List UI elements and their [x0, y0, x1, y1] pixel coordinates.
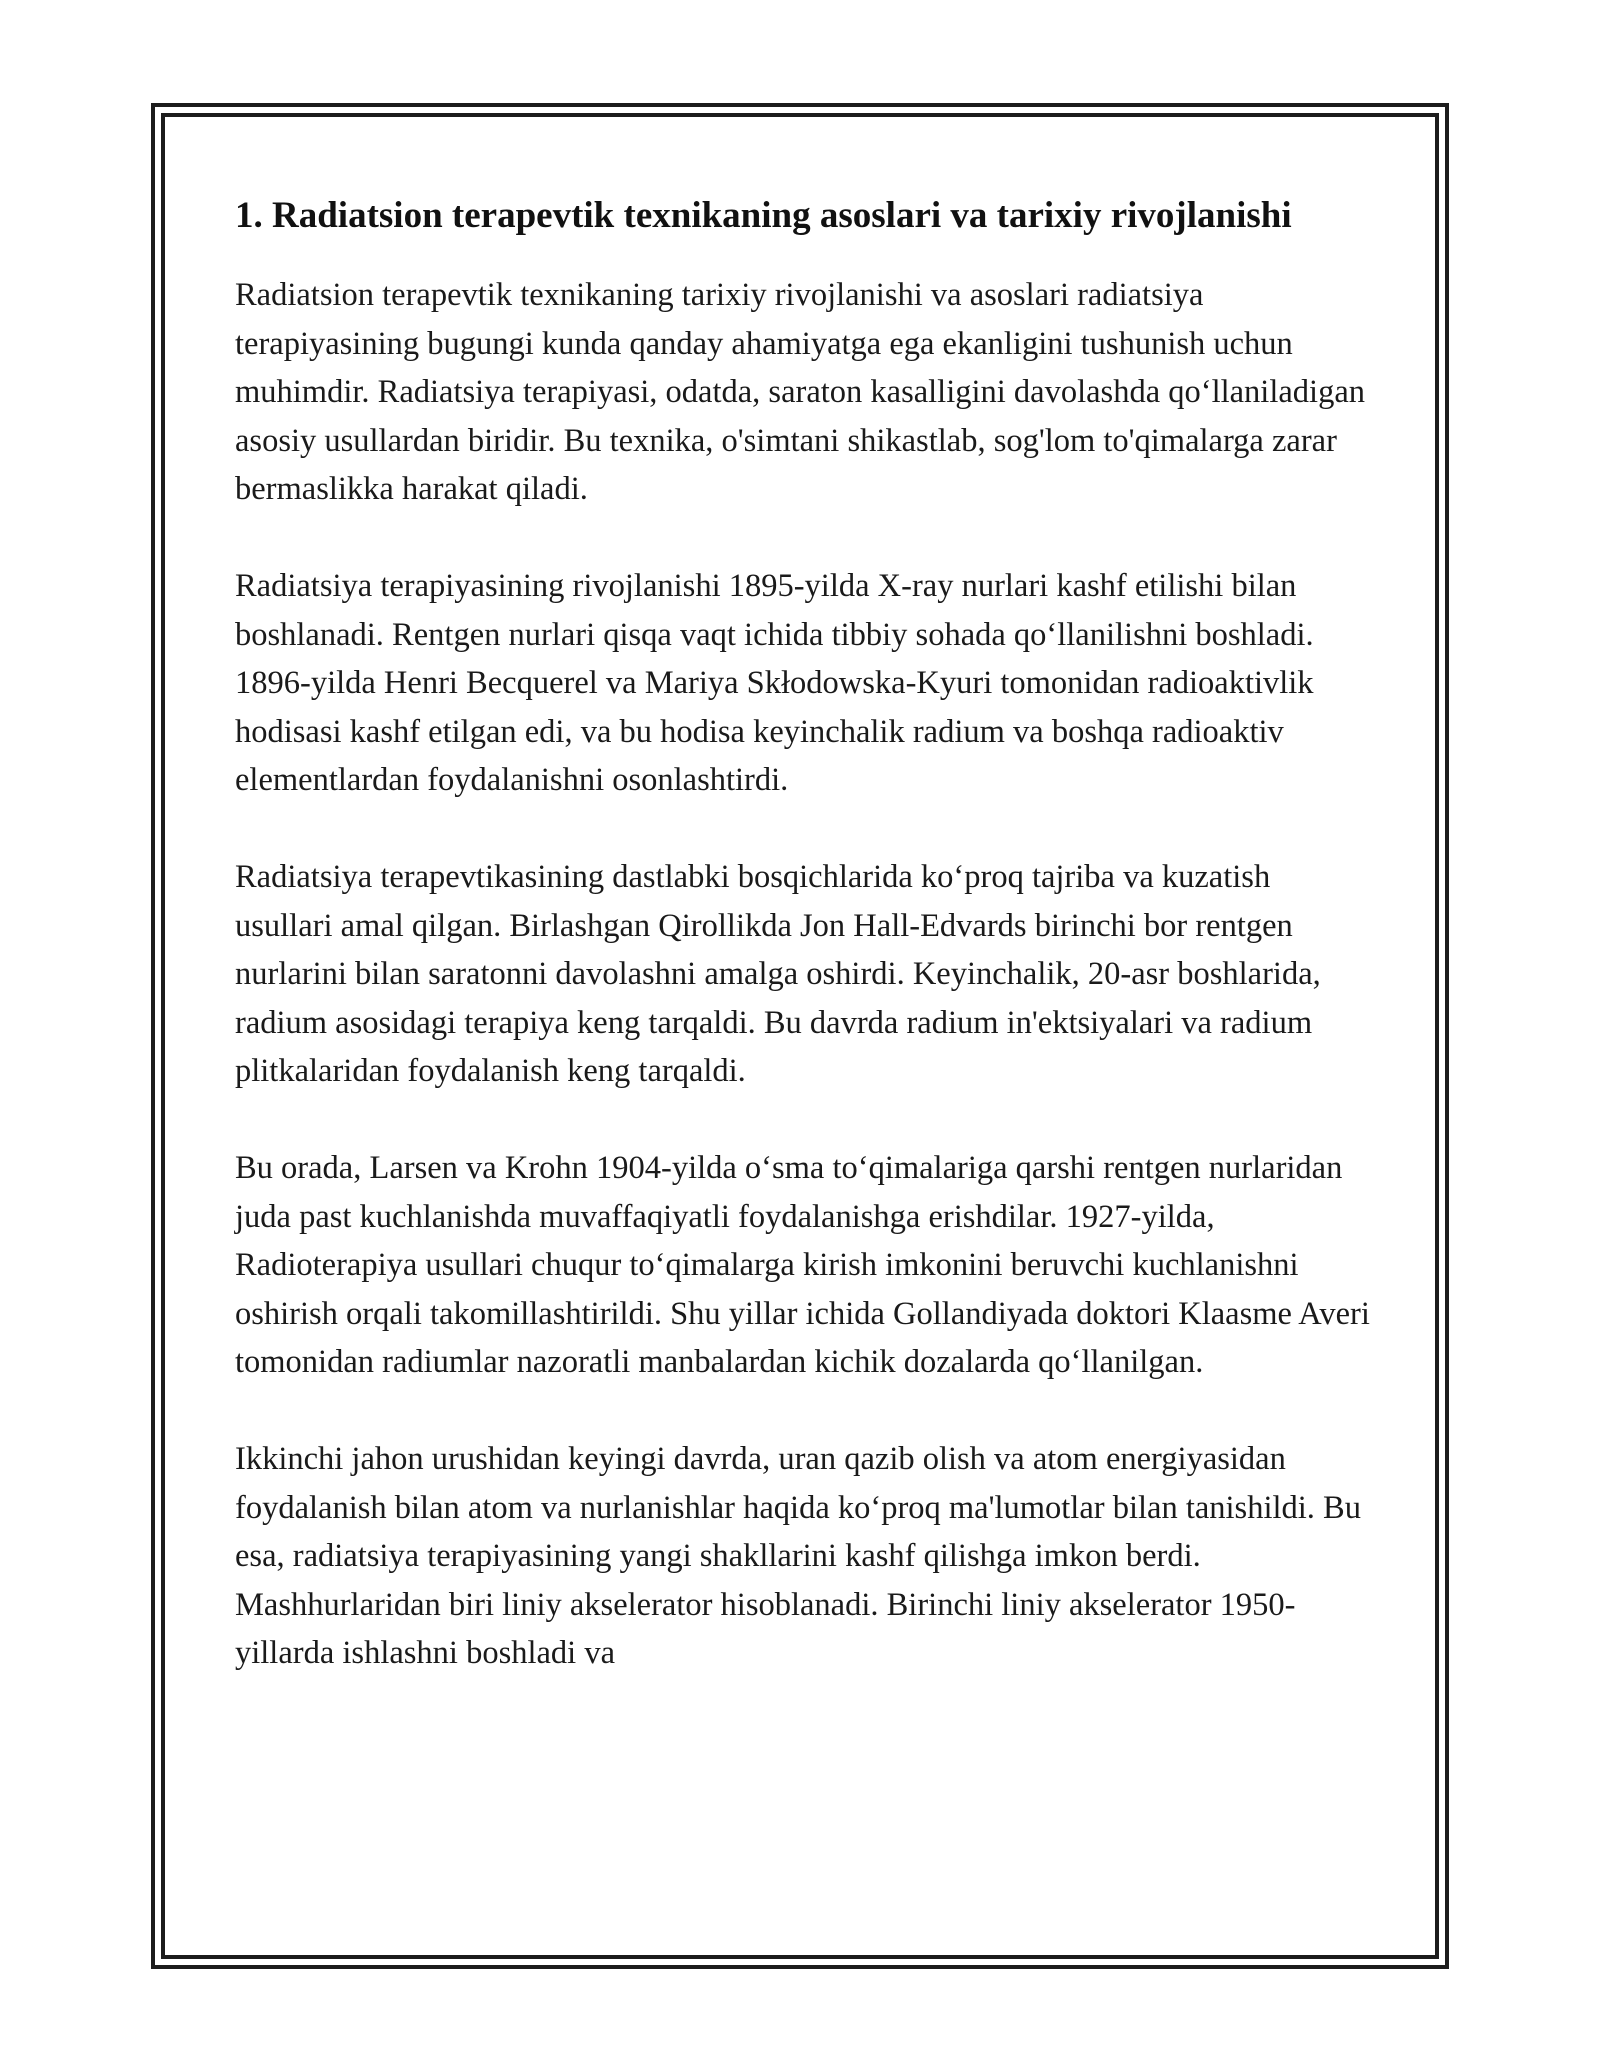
document-body	[235, 188, 1375, 1726]
section-heading: 1. Radiatsion terapevtik texnikaning asoslari va tarixiy rivojlanishi	[235, 195, 1292, 236]
paragraph-1: Radiatsion terapevtik texnikaning tarixiy rivojlanishi va asoslari radiatsiya terapiyasining bugungi kunda qanday ahamiyatga ega ekanligini tushunish uchun muhimdir. Radiatsiya terapiyasi, odatda, saraton kasalligini davolashda qo‘llaniladigan asosiy usullardan biridir. Bu texnika, o'simtani shikastlab, sog'lom to'qimalarga zarar bermaslikka harakat qiladi.	[235, 277, 1365, 507]
paragraph-3: Radiatsiya terapevtikasining dastlabki bosqichlarida ko‘proq tajriba va kuzatish usullari amal qilgan. Birlashgan Qirollikda Jon Hall-Edvards birinchi bor rentgen nurlarini bilan saratonni davolashni amalga oshirdi. Keyinchalik, 20-asr boshlarida, radium asosidagi terapiya keng tarqaldi. Bu davrda radium in'ektsiyalari va radium plitkalaridan foydalanish keng tarqaldi.	[235, 859, 1321, 1089]
paragraph-5: Ikkinchi jahon urushidan keyingi davrda, uran qazib olish va atom energiyasidan foydalanish bilan atom va nurlanishlar haqida ko‘proq ma'lumotlar bilan tanishildi. Bu esa, radiatsiya terapiyasining yangi shakllarini kashf qilishga imkon berdi. Mashhurlaridan biri liniy akselerator hisoblanadi. Birinchi liniy akselerator 1950-yillarda ishlashni boshladi va	[235, 1441, 1361, 1671]
paragraph-4: Bu orada, Larsen va Krohn 1904-yilda o‘sma to‘qimalariga qarshi rentgen nurlaridan juda past kuchlanishda muvaffaqiyatli foydalanishga erishdilar. 1927-yilda, Radioterapiya usullari chuqur to‘qimalarga kirish imkonini beruvchi kuchlanishni oshirish orqali takomillashtirildi. Shu yillar ichida Gollandiyada doktori Klaasme Averi tomonidan radiumlar nazoratli manbalardan kichik dozalarda qo‘llanilgan.	[235, 1150, 1370, 1380]
paragraph-2: Radiatsiya terapiyasining rivojlanishi 1895-yilda X-ray nurlari kashf etilishi bilan boshlanadi. Rentgen nurlari qisqa vaqt ichida tibbiy sohada qo‘llanilishni boshladi. 1896-yilda Henri Becquerel va Mariya Skłodowska-Kyuri tomonidan radioaktivlik hodisasi kashf etilgan edi, va bu hodisa keyinchalik radium va boshqa radioaktiv elementlardan foydalanishni osonlashtirdi.	[235, 568, 1314, 798]
